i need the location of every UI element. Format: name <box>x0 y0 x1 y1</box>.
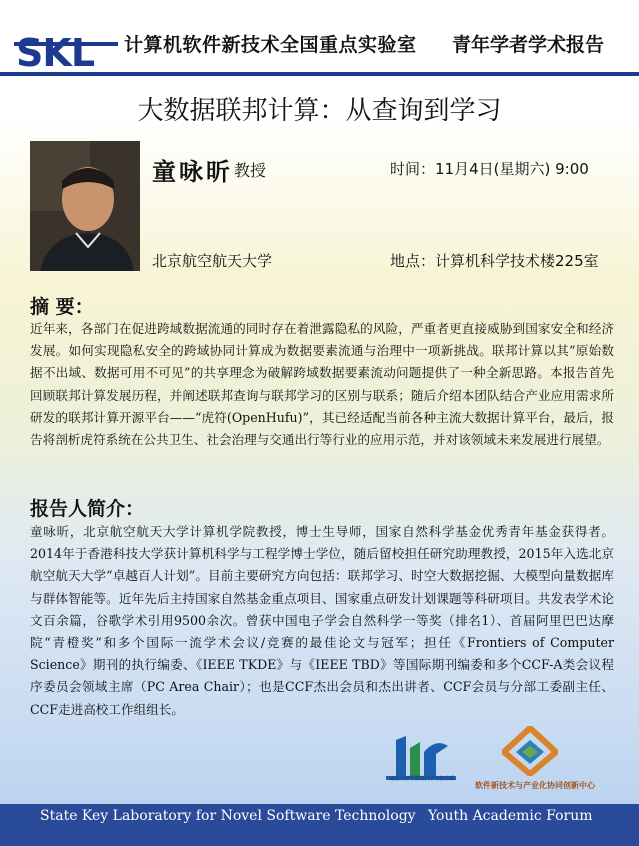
svg-text:SKL: SKL <box>16 31 95 70</box>
speaker-title: 教授 <box>234 161 267 180</box>
bio-text: 童咏昕，北京航空航天大学计算机学院教授，博士生导师，国家自然科学基金优秀青年基金获得者。2014年于香港科技大学获计算机科学与工程学博士学位，随后留校担任研究助理教授，2015年入选北京航空航天大学“卓越百人计划”。目前主要研究方向包括：联邦学习、时空大数据挖掘、大模型向量数据库与群体智能等。近年先后主持国家自然基金重点项目、国家重点研发计划课题等科研项目。共发表学术论文百余篇，谷歌学术引用9500余次。曾获中国电子学会自然科学一等奖（排名1）、首届阿里巴巴达摩院“青橙奖”和多个国际一流学术会议/竞赛的最佳论文与冠军；担任《Frontiers of Computer Science》期刊的执行编委、《IEEE TKDE》与《IEEE TBD》等国际期刊编委和多个CCF-A类会议程序委员会领域主席（PC Area Chair）；也是CCF杰出会员和杰出讲者、CCF会员与分部工委副主任、CCF走进高校工作组组长。 <box>30 524 614 717</box>
header-title: 计算机软件新技术全国重点实验室 <box>124 34 417 56</box>
innovation-center-logo <box>502 726 558 776</box>
nju-cs-caption: 南京大学计算机科学与技术系 <box>389 776 455 782</box>
abstract-heading: 摘 要： <box>30 296 94 318</box>
footer-lab-name: State Key Laboratory for Novel Software Technology <box>40 808 416 824</box>
event-location: 地点：计算机科学技术楼225室 <box>390 252 599 270</box>
talk-title: 大数据联邦计算：从查询到学习 <box>137 96 502 126</box>
speaker-photo <box>30 141 140 271</box>
speaker-affiliation: 北京航空航天大学 <box>152 252 273 270</box>
abstract-text: 近年来，各部门在促进跨域数据流通的同时存在着泄露隐私的风险，严重者更直接威胁到国家安全和经济发展。如何实现隐私安全的跨域协同计算成为数据要素流通与治理中一项新挑战。联邦计算以其“原始数据不出域、数据可用不可见”的共享理念为破解跨域数据要素流动问题提供了一种全新思路。本报告首先回顾联邦计算发展历程，并阐述联邦查询与联邦学习的区别与联系；随后介绍本团队结合产业应用需求所研发的联邦计算开源平台——“虎符(OpenHufu)”，其已经适配当前各种主流大数据计算平台，最后，报告将剖析虎符系统在公共卫生、社会治理与交通出行等行业的应用示范，并对该领域未来发展进行展望。 <box>30 321 614 448</box>
skl-logo <box>14 26 118 70</box>
footer-forum-name: Youth Academic Forum <box>428 808 593 824</box>
event-time: 时间：11月4日(星期六) 9:00 <box>390 160 589 178</box>
nju-cs-logo <box>376 730 466 782</box>
innovation-center-caption: 软件新技术与产业化协同创新中心 <box>475 781 595 790</box>
speaker-name: 童咏昕 <box>152 157 233 186</box>
header-series: 青年学者学术报告 <box>452 34 605 56</box>
header-divider <box>0 72 639 76</box>
bio-heading: 报告人简介： <box>30 498 145 520</box>
